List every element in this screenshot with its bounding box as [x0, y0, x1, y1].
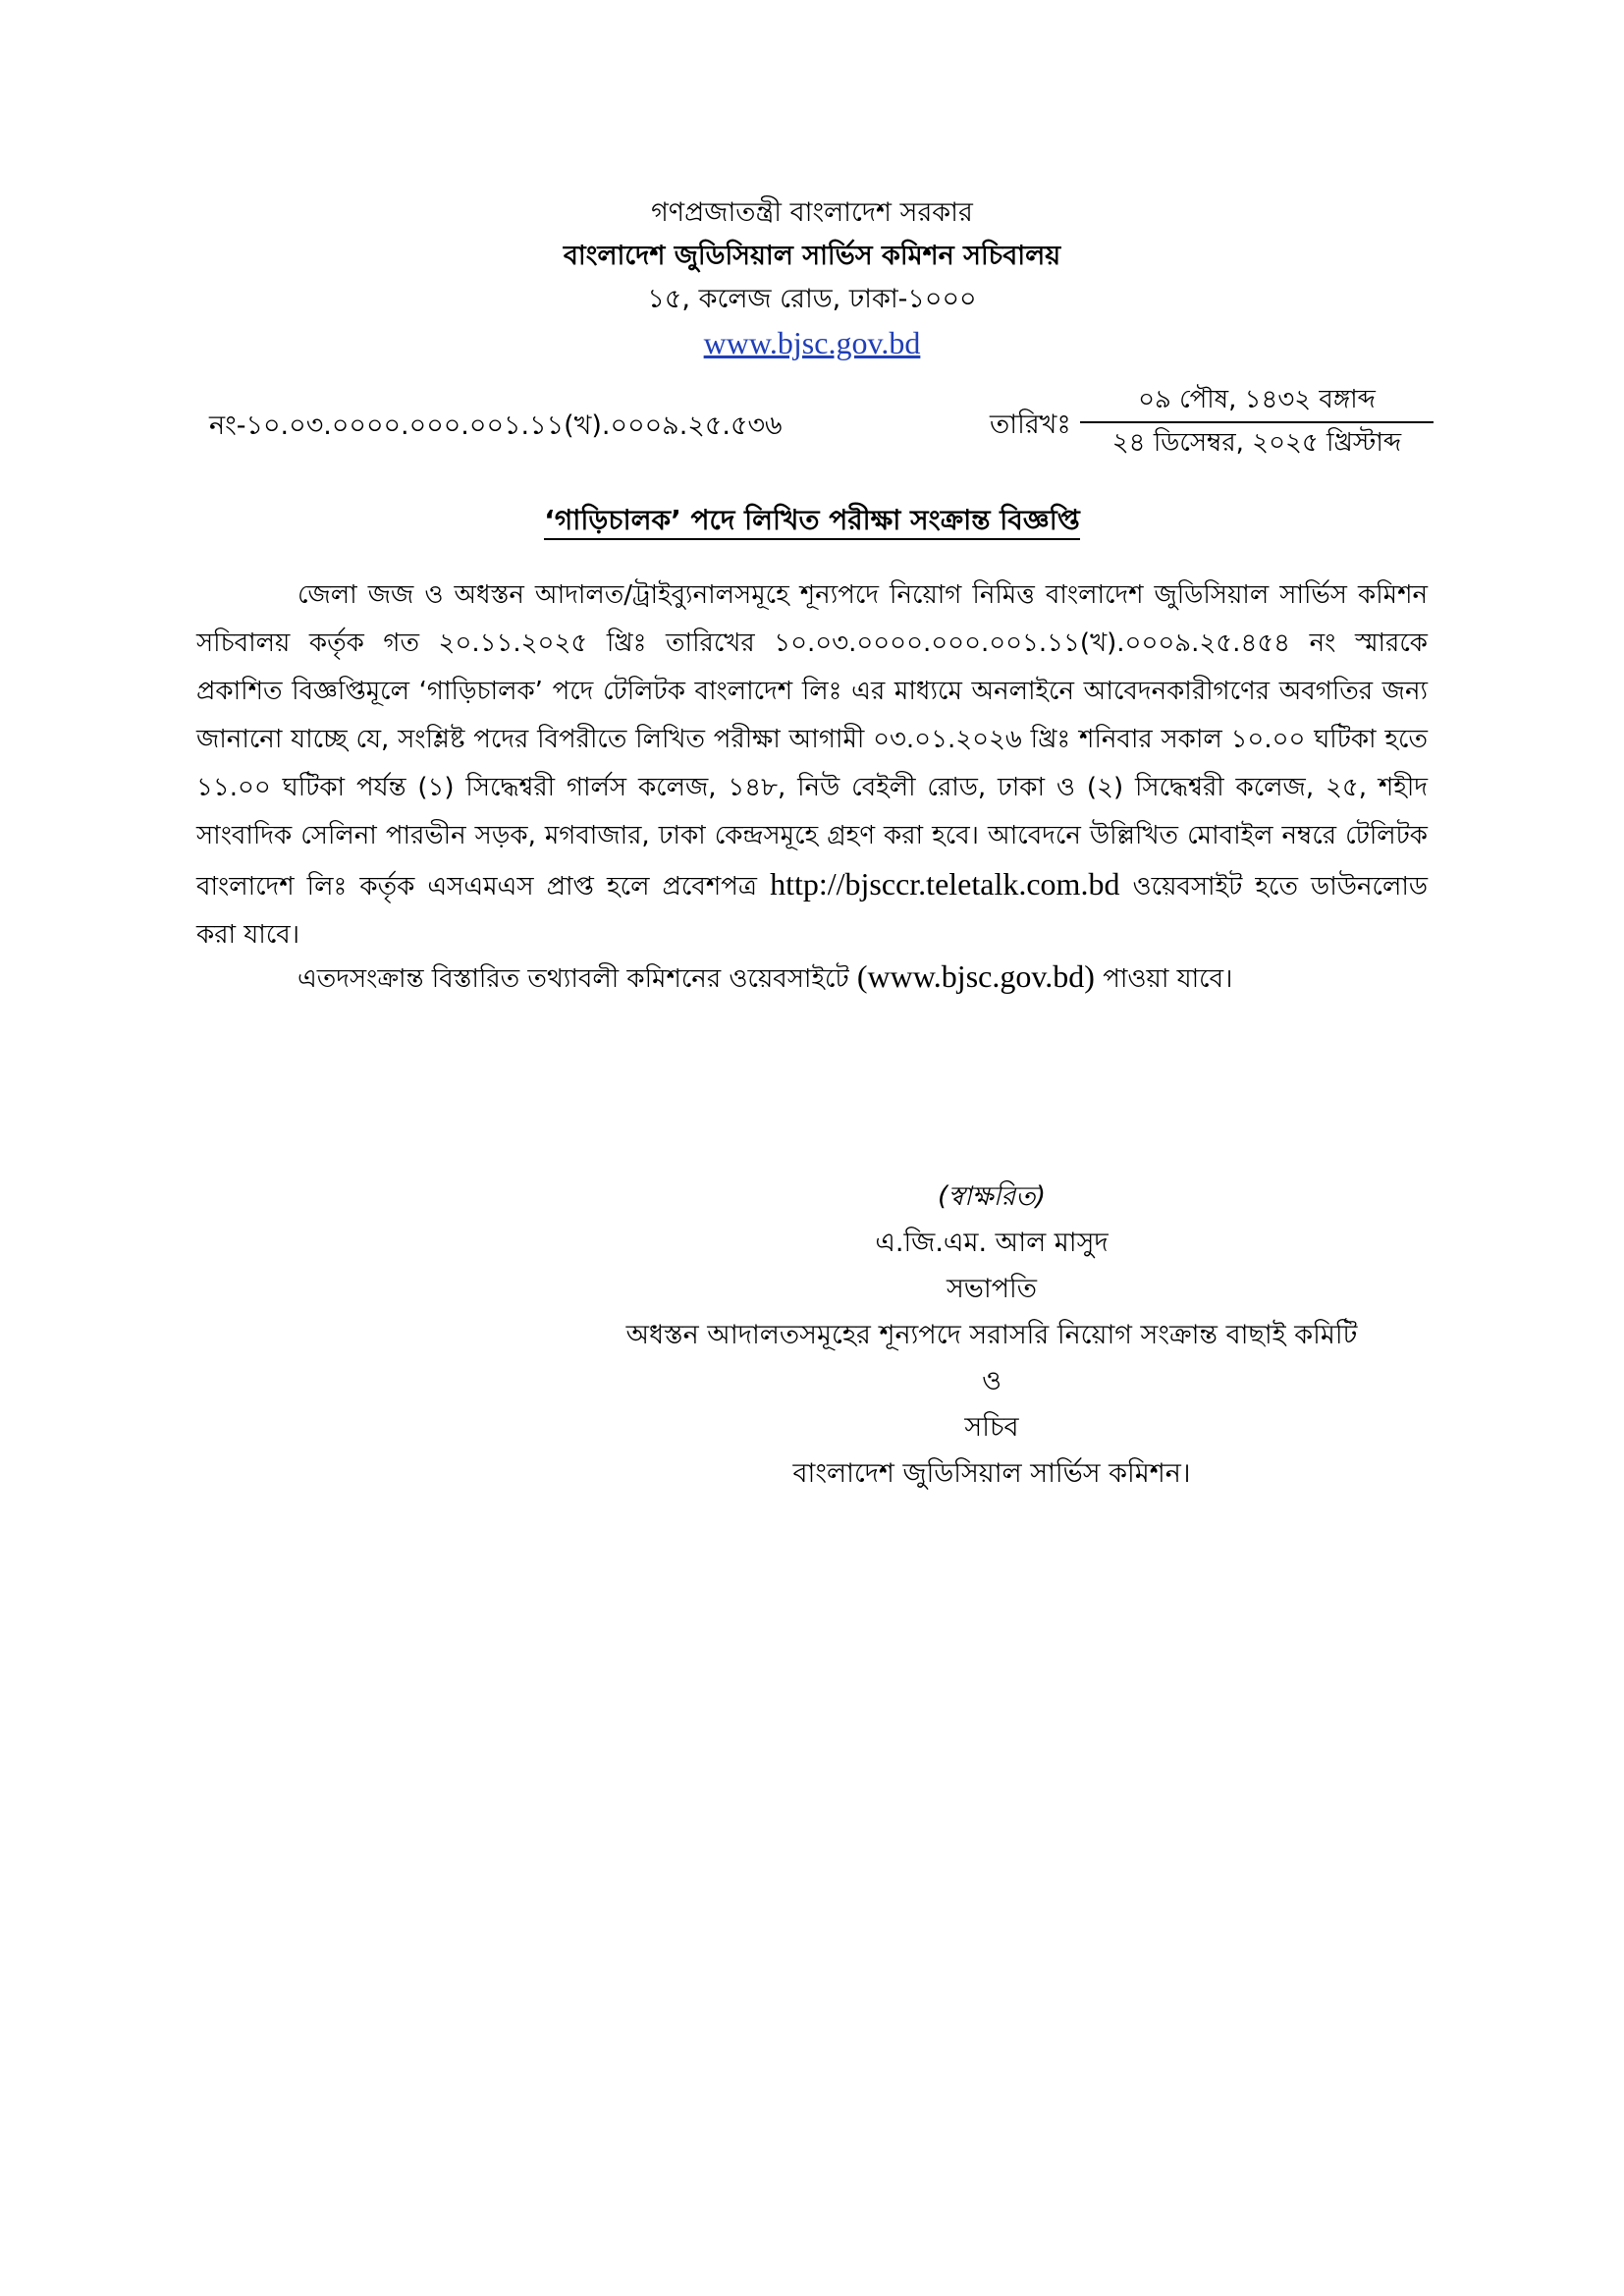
paragraph-1-text: জেলা জজ ও অধস্তন আদালত/ট্রাইব্যুনালসমূহে শূন্যপদে নিয়োগ নিমিত্ত বাংলাদেশ জুডিসিয়াল সার্ভিস কমিশন সচিবালয় কর্তৃক গত ২০.১১.২০২৫ খ্রিঃ তারিখের ১০.০৩.০০০০.০০০.০০১.১১(খ).০০০৯.২৫.৪৫৪ নং স্মারকে প্রকাশিত বিজ্ঞপ্তিমূলে ‘গাড়িচালক’ পদে টেলিটক বাংলাদেশ লিঃ এর মাধ্যমে অনলাইনে আবেদনকারীগণের অবগতির জন্য জানানো যাচ্ছে যে, সংশ্লিষ্ট পদের বিপরীতে লিখিত পরীক্ষা আগামী ০৩.০১.২০২৬ খ্রিঃ শনিবার সকাল ১০.০০ ঘটিকা হতে ১১.০০ ঘটিকা পর্যন্ত (১) সিদ্ধেশ্বরী গার্লস কলেজ, ১৪৮, নিউ বেইলী রোড, ঢাকা ও (২) সিদ্ধেশ্বরী কলেজ, ২৫, শহীদ সাংবাদিক সেলিনা পারভীন সড়ক, মগবাজার, ঢাকা কেন্দ্রসমূহে গ্রহণ করা হবে। আবেদনে উল্লিখিত মোবাইল নম্বরে টেলিটক বাংলাদেশ লিঃ কর্তৃক এসএমএস প্রাপ্ত হলে প্রবেশপত্র	[196, 580, 1428, 902]
signatory-name: এ.জি.এম. আল মাসুদ	[875, 1228, 1109, 1258]
paragraph-2-end: পাওয়া যাবে।	[1103, 964, 1233, 994]
office-name: বাংলাদেশ জুডিসিয়াল সার্ভিস কমিশন সচিবালয়	[563, 241, 1061, 271]
admit-card-link[interactable]: http://bjsccr.teletalk.com.bd	[770, 866, 1120, 902]
letterhead	[0, 191, 1624, 364]
paragraph-1-end: ওয়েবসাইট হতে ডাউনলোড করা যাবে।	[196, 872, 1428, 950]
conjunction: ও	[982, 1366, 1001, 1396]
website-link[interactable]: www.bjsc.gov.bd	[703, 325, 921, 360]
office-address: ১৫, কলেজ রোড, ঢাকা-১০০০	[647, 284, 977, 314]
secretary-title: সচিব	[964, 1412, 1019, 1443]
commission-website-link[interactable]: (www.bjsc.gov.bd)	[856, 958, 1095, 994]
signed-mark: (স্বাক্ষরিত)	[937, 1181, 1047, 1212]
organization-name: বাংলাদেশ জুডিসিয়াল সার্ভিস কমিশন।	[792, 1458, 1191, 1489]
committee-name: অধস্তন আদালতসমূহের শূন্যপদে সরাসরি নিয়োগ সংক্রান্ত বাছাই কমিটি	[625, 1320, 1358, 1350]
body-paragraph-2	[196, 953, 1428, 1004]
signature-block	[550, 1174, 1434, 1497]
signatory-title: সভাপতি	[946, 1274, 1038, 1304]
body-paragraph-1	[196, 572, 1428, 959]
date-gregorian: ২৪ ডিসেম্বর, ২০২৫ খ্রিস্টাব্দ	[1111, 428, 1402, 458]
notice-subject	[0, 499, 1624, 545]
date-label: তারিখঃ	[990, 410, 1071, 440]
date-bangla: ০৯ পৌষ, ১৪৩২ বঙ্গাব্দ	[1080, 380, 1434, 423]
subject-text: ‘গাড়িচালক’ পদে লিখিত পরীক্ষা সংক্রান্ত বিজ্ঞপ্তি	[544, 504, 1079, 540]
memo-number: নং-১০.০৩.০০০০.০০০.০০১.১১(খ).০০০৯.২৫.৫৩৬	[209, 410, 783, 441]
paragraph-2-text: এতদসংক্রান্ত বিস্তারিত তথ্যাবলী কমিশনের ওয়েবসাইটে	[298, 964, 849, 994]
date-block	[1080, 380, 1434, 463]
government-name: গণপ্রজাতন্ত্রী বাংলাদেশ সরকার	[651, 197, 973, 228]
